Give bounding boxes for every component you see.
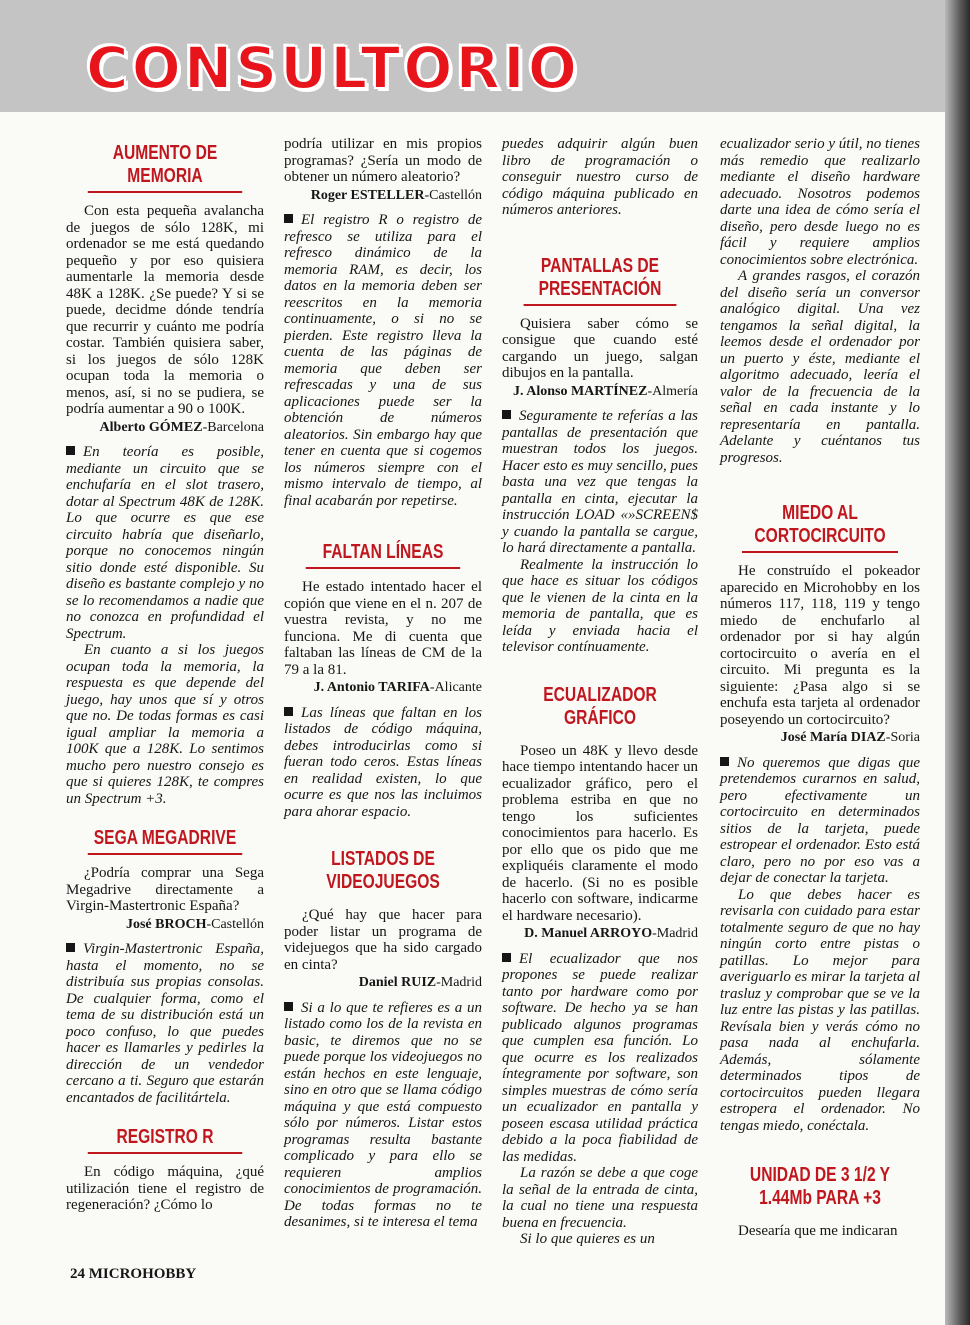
question-unidad: Desearía que me indicaran	[738, 1223, 898, 1239]
answer-ecualizador-cont: ecualizador serio y útil, no tienes más remedio que realizarlo mediante el diseño hardware adecuado. Nosotros podemos darte una idea de cómo sería el diseño, pero desde luego no es fácil y requiere amplios conocimientos sobre electrónica.	[720, 136, 920, 268]
question-listados: ¿Qué hay que hacer para poder listar un programa de videjuegos que ha sido cargado en cinta?	[284, 907, 482, 973]
sig-city: -Castellón	[424, 187, 482, 203]
sig-city: -Madrid	[652, 926, 698, 941]
answer-listados-cont: puedes adquirir algún buen libro de programación o conseguir nuestro curso de código máquina publicado en números anteriores.	[502, 136, 698, 218]
column-1	[66, 136, 264, 1214]
sig-name: Daniel RUIZ	[358, 975, 437, 990]
answer-bullet-icon	[502, 410, 511, 419]
answer-text: En teoría es posible, mediante un circuito que se enchufaría en el slot trasero, dotar al Spectrum 48K de 128K. Lo que ocurre es que ese circuito habría que diseñarlo, porque no conocemos ningún sitio donde esté disponible. Su diseño es bastante complejo y no se lo recomendamos a nadie que no conozca en profundidad el Spectrum.	[66, 444, 264, 642]
answer-aumento-memoria-2: En cuanto a si los juegos ocupan toda la memoria, la respuesta es que depende del juego, hay unos que sí y otros que no. De todas formas es casi igual ampliar la memoria a 100K que a 128K. Lo sentimos mucho pero nuestro consejo es que si quieres 128K, te compres un Spectrum +3.	[66, 642, 264, 807]
answer-text: Virgin-Mastertronic España, hasta el momento, no se distribuía sus propias consolas. De cualquier forma, como el tema de su distribución está un poco confuso, lo que puedes hacer es llamarles y pedirles la dirección de un vendedor cercano a ti. Seguro que estarán encantados de facilitártela.	[66, 941, 264, 1106]
sig-city: -Castellón	[206, 916, 264, 932]
answer-ecualizador	[502, 951, 698, 1166]
answer-text: El registro R o registro de refresco se utiliza para el refresco dinámico de la memoria RAM, es decir, los datos en la memoria deben ser reescritos en la memoria continuamente, o si no se pierden. Este registro lleva la cuenta de las páginas de memoria que deben ser refrescadas y una de sus aplicaciones puede ser la obtención de números aleatorios. Sin embargo hay que tener en cuenta que si cogemos los números siempre con el mismo intervalo de tiempo, al final acabarán por repetirse.	[284, 212, 482, 509]
sig-name: José María DIAZ	[780, 730, 886, 745]
answer-ecualizador-4: A grandes rasgos, el corazón del diseño sería un conversor analógico digital. Una vez tengamos la señal digital, la leemos desde el ordenador por un puerto y éste, mediante el algoritmo adecuado, leería el valor de la frecuencia de la señal en cada instante y lo representaría en pantalla. Adelante y cuéntanos tus progresos.	[720, 268, 920, 466]
sig-name: José BROCH	[125, 916, 207, 932]
question-lineas: He estado intentado hacer el copión que viene en el n. 207 de vuestra revista, y no me funciona. Me di cuenta que faltaban las líneas de CM de la 79 a la 81.	[284, 579, 482, 678]
heading-listados: LISTADOS DE VIDEOJUEGOS	[326, 848, 440, 893]
sig-city: -Barcelona	[202, 419, 264, 435]
answer-lineas	[284, 705, 482, 821]
page-binding-edge	[945, 0, 970, 1325]
answer-text: Si a lo que te refieres es a un listado como los de la revista en basic, te diremos que no se puede porque los videojuegos no están hechos en este lenguaje, sino en otro que se llama código máquina y que está compuesto sólo por números. Listar estos programas resulta bastante complicado y para ello se requieren amplios conocimientos de programación. De todas formas no te desanimes, si te interesa el tema	[284, 999, 482, 1230]
answer-text: Seguramente te referías a las pantallas de presentación que muestran todos los juegos. Hacer esto es muy sencillo, pues basta una vez que tengas la pantalla en cinta, ejecutar la instrucción LOAD «»SCREEN$ y cuando la pantalla se cargue, lo hará directamente a pantalla.	[502, 408, 698, 556]
sig-name: Roger ESTELLER	[310, 187, 425, 203]
signature-sega	[66, 917, 264, 934]
answer-bullet-icon	[284, 1002, 293, 1011]
answer-bullet-icon	[284, 707, 293, 716]
column-4	[720, 136, 920, 1240]
answer-ecualizador-3: Si lo que quieres es un	[520, 1231, 655, 1247]
sig-name: J. Alonso MARTÍNEZ	[512, 383, 648, 399]
answer-text: No queremos que digas que pretendemos curarnos en salud, pero efectivamente un cortocircuito en determinados sitios de la tarjeta, puede estropear el ordenador. Esto está claro, pero no por eso vas a dejar de conectar la tarjeta.	[720, 754, 920, 886]
signature-miedo	[720, 730, 920, 747]
sig-name: D. Manuel ARROYO	[524, 926, 653, 941]
question-aumento-memoria: Con esta pequeña avalancha de juegos de sólo 128K, mi ordenador se me está quedando pequeño y por eso quisiera aumentarle la memoria desde 48K a 128K. ¿Se puede? Y si se puede, decidme dónde tendría que recurrir y cuánto me podría costar. También quisiera saber, si los juegos de sólo 128K ocupan toda la memoria o menos, así, si no se pudiera, se podría aumentar a 90 o 100K.	[66, 203, 264, 417]
answer-aumento-memoria	[66, 444, 264, 642]
signature-pantallas	[502, 384, 698, 401]
heading-miedo-cortocircuito: MIEDO AL CORTOCIRCUITO	[742, 502, 898, 553]
question-registro-cont: podría utilizar en mis propios programas? ¿Sería un modo de obtener un número aleatorio?	[284, 136, 482, 185]
answer-miedo-2: Lo que debes hacer es revisarla con cuidado para estar totalmente seguro de que no hay ningún corto entre pistas o patillas. Lo mejor para averiguarlo es mirar la tarjeta al trasluz y comprobar que se ve la luz entre las pistas y las patillas. Revísala bien y verás cómo no pasa nada al enchufarla. Además, sólamente determinados tipos de cortocircuitos pueden llegara estropera el ordenador. No tengas miedo, conéctala.	[720, 886, 920, 1134]
heading-aumento-memoria: AUMENTO DE MEMORIA	[88, 142, 242, 193]
sig-city: -Alicante	[429, 680, 482, 695]
sig-name: Alberto GÓMEZ	[99, 419, 203, 435]
heading-ecualizador: ECUALIZADOR GRÁFICO	[543, 683, 657, 729]
answer-bullet-icon	[720, 757, 729, 766]
question-registro: En código máquina, ¿qué utilización tiene el registro de regeneración? ¿Cómo lo	[66, 1164, 264, 1213]
signature-aumento-memoria	[66, 420, 264, 437]
signature-lineas	[284, 680, 482, 697]
answer-text: El ecualizador que nos propones se puede realizar tanto por hardware como por software. De hecho ya se han publicado algunos programas que cumplen esa función. Lo que ocurre es los realizados íntegramente por software, son simples muestras de cómo sería un ecualizador en pantalla y poseen escasa utilidad práctica debido a la poca fiabilidad de las medidas.	[502, 950, 698, 1165]
heading-registro-r: REGISTRO R	[88, 1126, 242, 1154]
answer-listados	[284, 1000, 482, 1231]
sig-name: J. Antonio TARIFA	[313, 680, 430, 695]
answer-pantallas-2: Realmente la instrucción lo que hace es situar los códigos que le vienen de la cinta en la memoria de pantalla, que es leída y enviada hacia el televisor contínuamente.	[502, 556, 698, 655]
column-2	[284, 136, 482, 1231]
answer-bullet-icon	[502, 953, 511, 962]
answer-miedo	[720, 755, 920, 887]
signature-ecualizador	[502, 926, 698, 943]
heading-unidad: UNIDAD DE 3 1/2 Y 1.44Mb PARA +3	[749, 1164, 891, 1209]
column-3	[502, 136, 698, 1248]
answer-ecualizador-2: La razón se debe a que coge la señal de la entrada de cinta, la cual no tiene una respuesta buena en frecuencia.	[502, 1165, 698, 1231]
signature-listados	[284, 975, 482, 992]
page-folio: 24 MICROHOBBY	[70, 1266, 197, 1282]
question-miedo: He construído el pokeador aparecido en Microhobby en los números 117, 118, 119 y tengo miedo de enchufarlo al ordenador por si hay algún cortocircuito o avería en el circuito. Mi pregunta es la siguiente: ¿Pasa algo si se enchufa esta tarjeta al ordenador poseyendo un cortocircuito?	[720, 563, 920, 728]
heading-sega-megadrive: SEGA MEGADRIVE	[88, 827, 242, 855]
masthead-title: CONSULTORIO	[86, 34, 581, 102]
answer-bullet-icon	[66, 943, 75, 952]
answer-text: Las líneas que faltan en los listados de código máquina, debes introducirlas como si fueran todo ceros. Estas líneas en realidad existen, lo que ocurre es que nos las incluimos para ahorar espacio.	[284, 704, 482, 820]
heading-pantallas: PANTALLAS DE PRESENTACIÓN	[524, 255, 677, 306]
answer-sega	[66, 941, 264, 1106]
answer-bullet-icon	[66, 446, 75, 455]
sig-city: -Almería	[647, 383, 698, 399]
sig-city: -Madrid	[436, 975, 482, 990]
question-sega: ¿Podría comprar una Sega Megadrive directamente a Virgin-Mastertronic España?	[66, 865, 264, 914]
question-pantallas: Quisiera saber cómo se consigue que cuando esté cargando un juego, salgan dibujos en la pantalla.	[502, 315, 698, 381]
question-ecualizador: Poseo un 48K y llevo desde hace tiempo intentando hacer un ecualizador gráfico, pero el problema estriba en que no tengo los suficientes conocimientos para hacerlo. Es por ello que os pido que me expliquéis claramente el modo de hacerlo. (Si no es posible hacerlo con software, indicarme el hardware necesario).	[502, 742, 698, 924]
signature-registro	[284, 188, 482, 205]
answer-bullet-icon	[284, 214, 293, 223]
answer-registro	[284, 212, 482, 509]
answer-pantallas	[502, 408, 698, 557]
sig-city: -Soria	[885, 730, 920, 745]
heading-faltan-lineas: FALTAN LÍNEAS	[306, 541, 460, 569]
